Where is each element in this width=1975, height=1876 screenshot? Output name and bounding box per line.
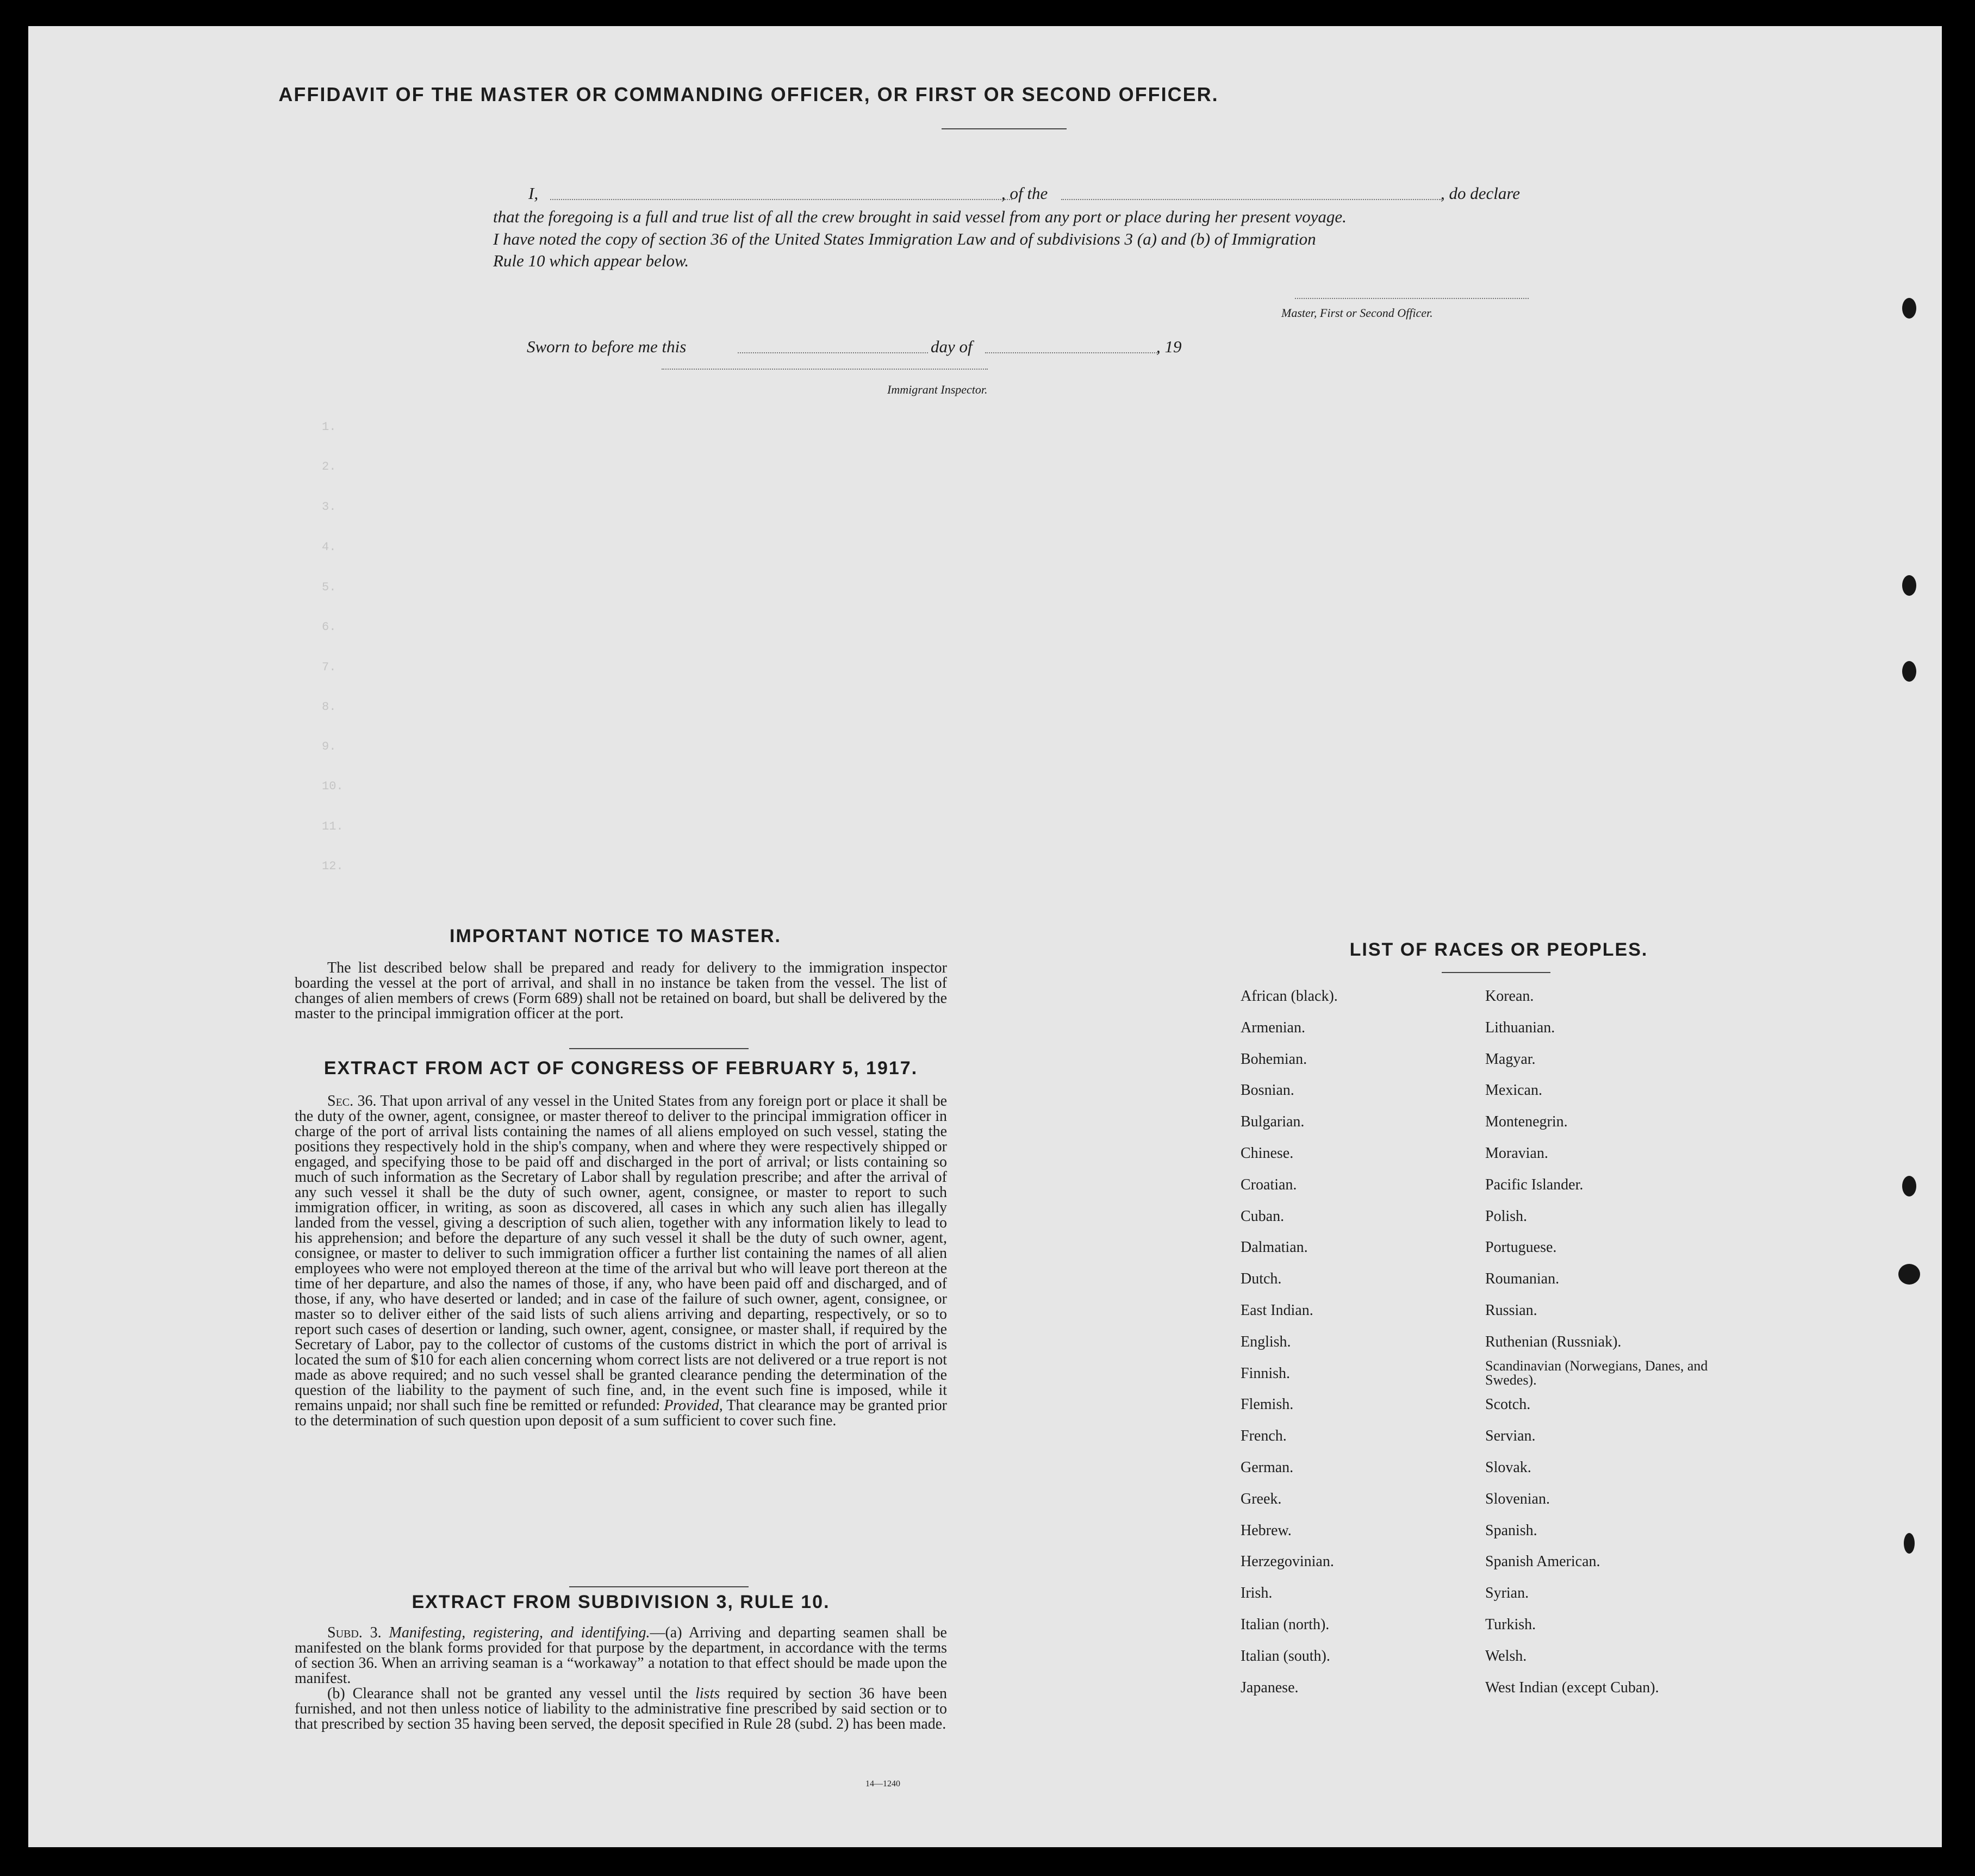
- race-item: English.: [1241, 1333, 1291, 1350]
- name-blank[interactable]: [550, 199, 1012, 200]
- punch-hole: [1902, 1176, 1916, 1196]
- act-body-end: That clearance may be granted prior to the determination of such question upon deposit of a sum sufficient to cover such fine.: [295, 1397, 948, 1429]
- race-item: Turkish.: [1485, 1616, 1536, 1633]
- affidavit-line-4: Rule 10 which appear below.: [493, 251, 689, 270]
- race-item: Pacific Islander.: [1485, 1176, 1584, 1193]
- affidavit-title: AFFIDAVIT OF THE MASTER OR COMMANDING OFFICER, OR FIRST OR SECOND OFFICER.: [278, 83, 1219, 105]
- notice-body: [295, 961, 947, 1021]
- race-item: Chinese.: [1241, 1145, 1294, 1162]
- notice-paragraph: The list described below shall be prepared and ready for delivery to the immigration inspector boarding the vessel at the port of arrival, and shall in no instance be taken from the vessel. The list of changes of alien members of crews (Form 689) shall not be retained on board, but shall be delivered by the master to the principal immigration officer at the port.: [295, 959, 947, 1022]
- race-item: Russian.: [1485, 1302, 1537, 1319]
- ghost-row: 10.: [322, 780, 344, 793]
- vessel-blank[interactable]: [1061, 199, 1442, 200]
- ghost-row: 3.: [322, 500, 337, 514]
- race-item: German.: [1241, 1459, 1294, 1476]
- race-item: Korean.: [1485, 988, 1534, 1005]
- race-item: Spanish American.: [1485, 1553, 1600, 1570]
- sworn-day-blank[interactable]: [738, 352, 928, 353]
- b-body-2: required by section 36 have been furnished, and not then unless notice of liability to the administrative fine prescribed by said section or to that prescribed by section 35 having been served, the deposit specified in Rule 28 (subd. 2) has been made.: [295, 1685, 948, 1732]
- race-item: Lithuanian.: [1485, 1019, 1555, 1036]
- race-item: Italian (north).: [1241, 1616, 1330, 1633]
- ghost-row: 9.: [322, 740, 337, 753]
- race-item: Syrian.: [1485, 1585, 1529, 1602]
- b-body-1: Clearance shall not be granted any vessel until the: [352, 1685, 688, 1702]
- ghost-row: 8.: [322, 700, 337, 714]
- race-item: Croatian.: [1241, 1176, 1297, 1193]
- affidavit-i-label: I,: [528, 184, 539, 203]
- race-item: Servian.: [1485, 1428, 1536, 1445]
- race-item: Finnish.: [1241, 1364, 1291, 1382]
- master-signature-label: Master, First or Second Officer.: [1281, 306, 1433, 320]
- sworn-prefix: Sworn to before me this: [527, 337, 687, 356]
- subd-heading: Manifesting, registering, and identifying.: [389, 1624, 650, 1641]
- inspector-signature-label: Immigrant Inspector.: [887, 383, 988, 396]
- race-item: Irish.: [1241, 1585, 1273, 1602]
- race-item: Italian (south).: [1241, 1647, 1330, 1665]
- race-item: Slovenian.: [1485, 1490, 1550, 1507]
- race-item: Scandinavian (Norwegians, Danes, and Swedes).: [1485, 1357, 1708, 1388]
- race-item: Hebrew.: [1241, 1522, 1292, 1539]
- race-item: Slovak.: [1485, 1459, 1531, 1476]
- master-signature-line[interactable]: [1295, 298, 1529, 299]
- a-label: —(a): [650, 1624, 682, 1641]
- title-underline: [942, 128, 1067, 129]
- sec-label: Sec. 36.: [327, 1093, 377, 1110]
- race-item: Herzegovinian.: [1241, 1553, 1334, 1570]
- punch-hole: [1904, 1533, 1915, 1554]
- race-item: Portuguese.: [1485, 1239, 1557, 1256]
- race-item: Bohemian.: [1241, 1050, 1307, 1068]
- rule-extract-body: [295, 1625, 947, 1732]
- ghost-row: 6.: [322, 620, 337, 634]
- sworn-month-blank[interactable]: [985, 352, 1159, 353]
- form-number: 14—1240: [865, 1779, 900, 1788]
- ghost-row: 12.: [322, 859, 344, 873]
- race-item: Spanish.: [1485, 1522, 1537, 1539]
- punch-hole: [1902, 575, 1916, 596]
- race-item: Polish.: [1485, 1207, 1528, 1225]
- sworn-year-label: , 19: [1156, 337, 1182, 356]
- ghost-row: 4.: [322, 540, 337, 554]
- races-title: LIST OF RACES OR PEOPLES.: [1349, 939, 1648, 960]
- a-body: Arriving and departing seamen shall be manifested on the blank forms provided for that purpose by the department, in accordance with the terms of section 36. When an arriving seaman is a “workaway” a notation to that effect should be made upon the manifest.: [295, 1624, 947, 1687]
- act-body-text: That upon arrival of any vessel in the United States from any foreign port or place it shall be the duty of the owner, agent, consignee, or master thereof to deliver to the principal immigration officer in charge of the port of arrival lists containing the names of all aliens employed on such vessel, stating the positions they respectively hold in the ship's company, when and where they were respectively shipped or engaged, and specifying those to be paid off and discharged in the port of arrival; or lists containing so much of such information as the Secretary of Labor shall by regulation prescribe; and after the arrival of any such vessel it shall be the duty of such owner, agent, consignee, or master to report to such immigration officer, in writing, as soon as discovered, all cases in which any such alien has illegally landed from the vessel, giving a description of such alien, together with any information likely to lead to his apprehension; and before the departure of any such vessel it shall be the duty of such owner, agent, consignee, or master to deliver to such immigration officer a further list containing the names of all alien employees who were not employed thereon at the time of the arrival but who will leave port thereon at the time of her departure, and also the names of those, if any, who have been paid off and discharged, and of those, if any, who have deserted or landed; and in case of the failure of such owner, agent, consignee, or master so to deliver either of the said lists of such aliens arriving and departing, respectively, or so to report such cases of desertion or landing, such owner, agent, consignee, or master shall, if required by the Secretary of Labor, pay to the collector of customs of the customs district in which the port of arrival is located the sum of $10 for each alien concerning whom correct lists are not delivered or a true report is not made as above required; and no such vessel shall be granted clearance pending the determination of the question of the liability to the payment of such fine, and, in the event such fine is imposed, while it remains unpaid; nor shall such fine be remitted or refunded:: [295, 1093, 947, 1414]
- ghost-row: 5.: [322, 581, 337, 594]
- affidavit-line-3: I have noted the copy of section 36 of the United States Immigration Law and of subdivisions 3 (a) and (b) of Immigration: [493, 229, 1316, 248]
- subd-label: Subd. 3.: [327, 1624, 382, 1641]
- race-item: Moravian.: [1485, 1145, 1548, 1162]
- race-item: Montenegrin.: [1485, 1113, 1568, 1131]
- b-lists: lists: [695, 1685, 720, 1702]
- sworn-day-label: day of: [931, 337, 973, 356]
- affidavit-declare-label: , do declare: [1441, 184, 1521, 203]
- race-item: Japanese.: [1241, 1679, 1299, 1696]
- affidavit-line-2: that the foregoing is a full and true list of all the crew brought in said vessel from any port or place during her present voyage.: [493, 207, 1347, 226]
- document-page: [28, 26, 1942, 1847]
- race-item: Scotch.: [1485, 1396, 1531, 1413]
- race-item: Bulgarian.: [1241, 1113, 1305, 1131]
- race-item: Flemish.: [1241, 1396, 1294, 1413]
- race-item: Mexican.: [1485, 1082, 1542, 1099]
- act-extract-title: EXTRACT FROM ACT OF CONGRESS OF FEBRUARY 5, 1917.: [323, 1058, 918, 1079]
- section-divider: [569, 1586, 749, 1587]
- ghost-row: 11.: [322, 820, 344, 833]
- race-item: Cuban.: [1241, 1207, 1285, 1225]
- race-item: Bosnian.: [1241, 1082, 1294, 1099]
- ghost-row: 1.: [322, 420, 337, 434]
- affidavit-of-the-label: , of the: [1001, 184, 1048, 203]
- race-item: East Indian.: [1241, 1302, 1313, 1319]
- races-title-underline: [1442, 972, 1550, 973]
- section-divider: [569, 1048, 749, 1049]
- race-item: Dalmatian.: [1241, 1239, 1308, 1256]
- race-item: French.: [1241, 1428, 1287, 1445]
- punch-hole: [1902, 298, 1916, 319]
- race-item: Ruthenian (Russniak).: [1485, 1333, 1622, 1350]
- race-item: Magyar.: [1485, 1050, 1536, 1068]
- act-extract-body: [295, 1094, 947, 1429]
- provided-text: Provided,: [664, 1397, 723, 1414]
- race-item: Greek.: [1241, 1490, 1282, 1507]
- rule-extract-title: EXTRACT FROM SUBDIVISION 3, RULE 10.: [412, 1592, 830, 1612]
- ghost-row: 2.: [322, 460, 337, 473]
- inspector-signature-line[interactable]: [662, 369, 988, 370]
- notice-title: IMPORTANT NOTICE TO MASTER.: [450, 926, 781, 946]
- race-item: Armenian.: [1241, 1019, 1305, 1036]
- race-item: West Indian (except Cuban).: [1485, 1679, 1659, 1696]
- ghost-row: 7.: [322, 660, 337, 674]
- punch-hole: [1898, 1264, 1920, 1285]
- b-label: (b): [327, 1685, 345, 1702]
- punch-hole: [1902, 661, 1916, 682]
- race-item: African (black).: [1241, 988, 1338, 1005]
- race-item: Dutch.: [1241, 1270, 1282, 1288]
- race-item: Welsh.: [1485, 1647, 1527, 1665]
- race-item: Roumanian.: [1485, 1270, 1560, 1288]
